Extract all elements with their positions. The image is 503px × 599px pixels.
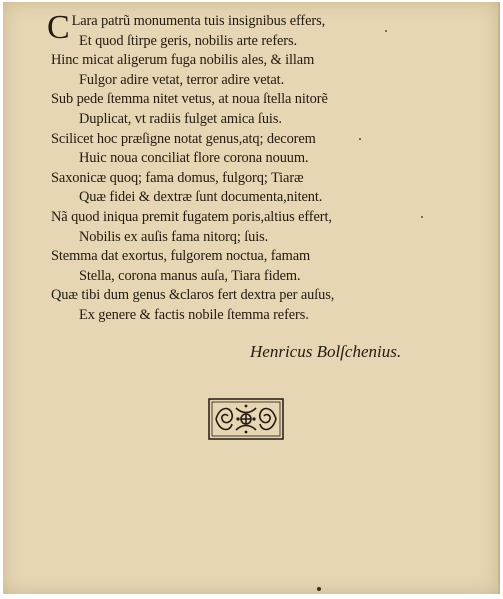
ink-speck (359, 138, 361, 140)
poem-line: Hinc micat aligerum fuga nobilis ales, & illam (51, 52, 315, 69)
page-mark (317, 587, 321, 591)
poem-line: Ex genere & factis nobile ſtemma refers. (79, 306, 309, 323)
poem-line: Stemma dat exortus, fulgorem noctua, famam (51, 248, 311, 265)
poem-line: Nobilis ex auſis fama nitorq; ſuis. (79, 228, 269, 245)
drop-cap: C (47, 9, 70, 46)
author-signature: Henricus Bolſchenius. (250, 342, 402, 361)
poem-line: Fulgor adire vetat, terror adire vetat. (79, 71, 285, 88)
ink-speck (385, 30, 387, 32)
poem-line: Duplicat, vt radiis fulget amica ſuis. (79, 110, 282, 127)
book-page (3, 2, 500, 594)
poem-line: Et quod ſtirpe geris, nobilis arte refers. (79, 32, 297, 49)
poem-line: Huic noua conciliat flore corona nouum. (79, 150, 309, 167)
poem-line: Quæ fidei & dextræ ſunt documenta,nitent. (79, 189, 323, 206)
printers-ornament-icon (208, 398, 284, 440)
poem-line: Nã quod iniqua premit fugatem poris,altius effert, (51, 208, 332, 225)
poem-line: Quæ tibi dum genus &claros fert dextra per auſus, (51, 287, 335, 304)
poem-line: Lara patrũ monumenta tuis insignibus effers, (71, 13, 326, 29)
poem-line: Saxonicæ quoq; fama domus, fulgorq; Tiaræ (51, 169, 304, 186)
ink-speck (421, 216, 423, 218)
poem-line: Scilicet hoc præſigne notat genus,atq; decorem (51, 130, 316, 147)
poem-text (47, 9, 451, 326)
poem-line: Sub pede ſtemma nitet vetus, at noua ſtella nitorẽ (51, 91, 328, 108)
poem-line: Stella, corona manus auſa, Tiara fidem. (79, 267, 301, 284)
